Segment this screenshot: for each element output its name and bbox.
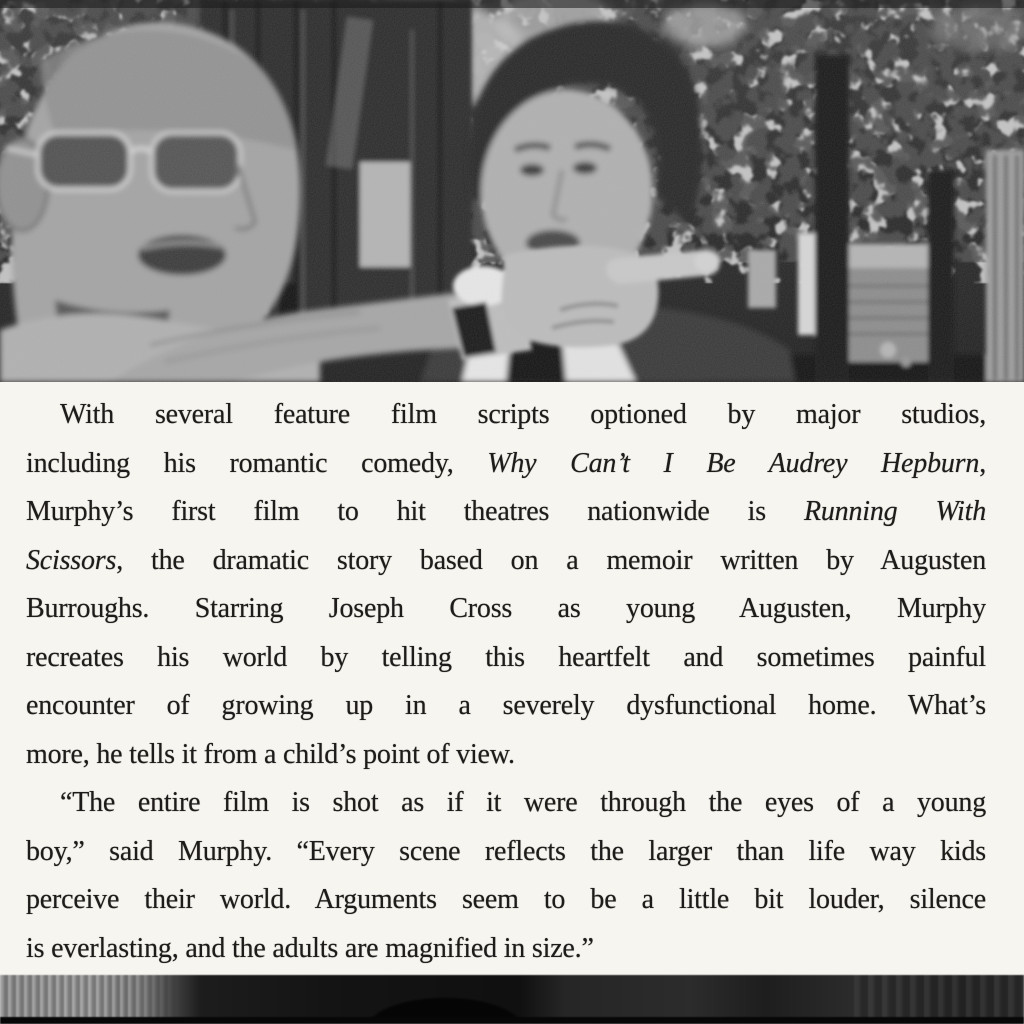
article-line	[26, 876, 986, 925]
body-text: including his romantic comedy,	[26, 447, 488, 479]
body-text: Murphy’s first film to hit theatres nationwide is	[26, 496, 804, 527]
article-line	[26, 682, 986, 731]
article-line	[26, 440, 986, 489]
article-line	[26, 391, 986, 440]
body-text: “The entire film is shot as if it were through the eyes of a young	[60, 787, 986, 818]
body-text: ,	[979, 447, 986, 479]
body-text: encounter of growing up in a severely dysfunctional home. What’s	[26, 690, 986, 721]
film-title-italic: Scissors	[26, 544, 117, 576]
body-text: perceive their world. Arguments seem to be a little bit louder, silence	[26, 884, 986, 915]
body-text: is everlasting, and the adults are magnified in size.”	[26, 932, 594, 964]
photo-bottom-edge	[0, 1017, 1024, 1024]
article-line	[26, 488, 986, 537]
body-text: recreates his world by telling this heartfelt and sometimes painful	[26, 641, 986, 673]
article-line	[26, 925, 986, 974]
film-grain-overlay	[0, 0, 1024, 382]
article-line	[26, 585, 986, 634]
film-title-italic: Running With	[803, 496, 986, 527]
article-line	[26, 731, 986, 780]
body-text: , the dramatic story based on a memoir written by Augusten	[116, 544, 986, 576]
film-title-italic: Why Can’t I Be Audrey Hepburn	[487, 447, 980, 479]
film-strip-bottom	[0, 975, 1024, 1024]
body-text: more, he tells it from a child’s point of view.	[26, 738, 515, 770]
article-text	[0, 382, 1024, 975]
body-text: boy,” said Murphy. “Every scene reflects the larger than life way kids	[26, 835, 986, 867]
article-line	[26, 779, 986, 828]
article-line	[26, 634, 986, 683]
article-line	[26, 828, 986, 877]
film-still-photo	[0, 0, 1024, 382]
body-text: Burroughs. Starring Joseph Cross as young Augusten, Murphy	[26, 593, 986, 624]
body-text: With several feature film scripts optioned by major studios,	[60, 399, 986, 430]
article-line	[26, 537, 986, 586]
